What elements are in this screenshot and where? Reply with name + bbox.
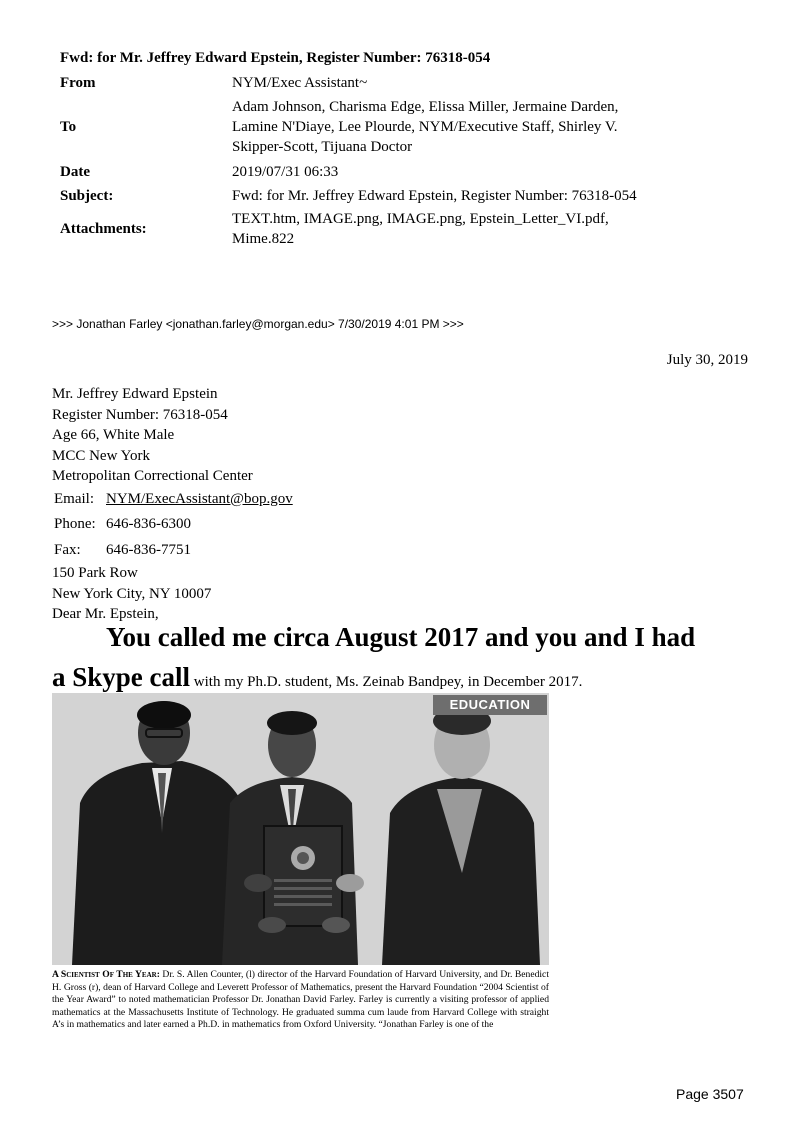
register-number: Register Number: 76318-054 [52, 406, 228, 423]
date-value: 2019/07/31 06:33 [232, 164, 339, 180]
caption-heading: A Scientist Of The Year: [52, 969, 160, 980]
page-number: Page 3507 [676, 1086, 744, 1102]
email-row [54, 487, 293, 513]
recipient-name: Mr. Jeffrey Edward Epstein [52, 386, 218, 402]
recipient-age: Age 66, White Male [52, 427, 175, 443]
salutation: Dear Mr. Epstein, [52, 606, 159, 622]
photo-illustration [52, 693, 549, 965]
to-label: To [60, 119, 77, 135]
phone-value: 646-836-6300 [106, 516, 191, 532]
email-link[interactable]: NYM/ExecAssistant@bop.gov [106, 490, 293, 507]
to-line: Adam Johnson, Charisma Edge, Elissa Miller, Jermaine Darden, [232, 99, 619, 115]
to-line: Lamine N'Diaye, Lee Plourde, NYM/Executive Staff, Shirley V. [232, 119, 618, 135]
from-value: NYM/Exec Assistant~ [232, 75, 368, 91]
newspaper-clipping [52, 693, 549, 1085]
caption-body: Dr. S. Allen Counter, (l) director of the Harvard Foundation of Harvard University, and Dr. Benedict H. Gross (r), dean of Harvard College and Leverett Professor of Mathematics, present the Harvard Foundation “2004 Scientist of the Year Award” to noted mathematician Professor Dr. Jonathan David Farley. Farley is currently a visiting professor of applied mathematics at the Massachusetts Institute of Technology. He graduated summa cum laude from Harvard College with straight A’s in mathematics and later earned a Ph.D. in mathematics from Oxford University. “Jonathan Farley is one of the [52, 969, 549, 1031]
education-banner: EDUCATION [433, 695, 547, 715]
address-block [52, 384, 293, 625]
facility-name: MCC New York [52, 447, 150, 464]
to-value [232, 94, 740, 160]
phone-label: Phone: [54, 516, 96, 532]
headline-line-2 [52, 662, 582, 693]
fax-value: 646-836-7751 [106, 541, 191, 558]
photo-caption [52, 969, 549, 1032]
headline-line-1: You called me circa August 2017 and you and I had [106, 622, 696, 652]
to-line: Skipper-Scott, Tijuana Doctor [232, 139, 413, 155]
fax-label: Fax: [54, 541, 81, 558]
fax-row [54, 538, 293, 564]
headline-emphasis: a Skype call [52, 662, 191, 692]
phone-row [54, 512, 293, 538]
street-address: 150 Park Row [52, 565, 138, 581]
email-title: Fwd: for Mr. Jeffrey Edward Epstein, Register Number: 76318-054 [60, 50, 491, 66]
attachments-label: Attachments: [60, 221, 147, 237]
subject-value: Fwd: for Mr. Jeffrey Edward Epstein, Register Number: 76318-054 [232, 188, 637, 204]
date-label: Date [60, 164, 90, 180]
attachments-line: TEXT.htm, IMAGE.png, IMAGE.png, Epstein_Letter_VI.pdf, [232, 211, 609, 227]
city-address: New York City, NY 10007 [52, 585, 212, 602]
subject-label: Subject: [60, 188, 114, 204]
attachments-line: Mime.822 [232, 231, 295, 247]
email-label: Email: [54, 490, 94, 507]
facility-center: Metropolitan Correctional Center [52, 468, 253, 484]
forward-line: >>> Jonathan Farley <jonathan.farley@morgan.edu> 7/30/2019 4:01 PM >>> [52, 317, 464, 331]
attachments-value [232, 208, 740, 250]
from-label: From [60, 75, 96, 91]
email-header-table [60, 72, 740, 250]
clipping-photo [52, 693, 549, 965]
letter-date: July 30, 2019 [666, 352, 748, 368]
headline-continuation: with my Ph.D. student, Ms. Zeinab Bandpey, in December 2017. [190, 674, 583, 690]
